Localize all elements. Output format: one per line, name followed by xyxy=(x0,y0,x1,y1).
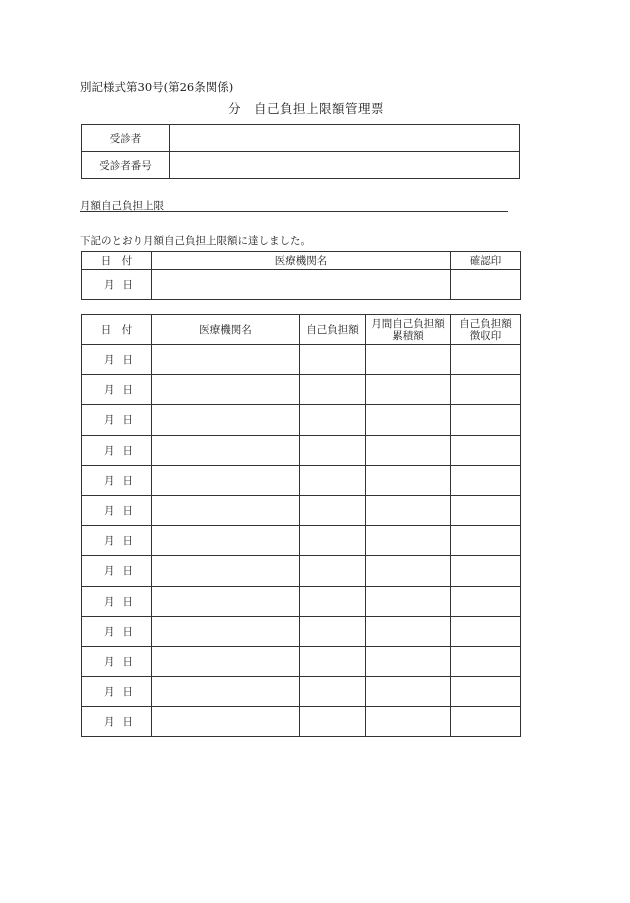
ledger-copay-cell[interactable] xyxy=(300,375,366,405)
month-label: 月 xyxy=(104,474,115,487)
month-label: 月 xyxy=(104,354,115,367)
table-row xyxy=(82,495,521,525)
patient-info-table xyxy=(81,124,520,179)
ledger-copay-cell[interactable] xyxy=(300,465,366,495)
ledger-collected-seal-cell[interactable] xyxy=(451,526,521,556)
month-label: 月 xyxy=(104,655,115,668)
table-row xyxy=(82,375,521,405)
day-label: 日 xyxy=(122,595,133,608)
day-label: 日 xyxy=(122,535,133,548)
ledger-collected-seal-cell[interactable] xyxy=(451,616,521,646)
day-label: 日 xyxy=(122,444,133,457)
confirm-facility-cell[interactable] xyxy=(152,270,451,300)
ledger-copay-cell[interactable] xyxy=(300,646,366,676)
ledger-copay-cell[interactable] xyxy=(300,495,366,525)
ledger-date-cell[interactable] xyxy=(82,616,152,646)
ledger-copay-cell[interactable] xyxy=(300,405,366,435)
ledger-date-cell[interactable] xyxy=(82,465,152,495)
day-label: 日 xyxy=(122,686,133,699)
recipient-number-label: 受診者番号 xyxy=(82,152,170,179)
ledger-cumulative-cell[interactable] xyxy=(366,707,451,737)
month-label: 月 xyxy=(104,414,115,427)
ledger-date-cell[interactable] xyxy=(82,345,152,375)
ledger-copay-cell[interactable] xyxy=(300,556,366,586)
day-label: 日 xyxy=(122,625,133,638)
ledger-cumulative-cell[interactable] xyxy=(366,556,451,586)
month-label: 月 xyxy=(104,716,115,729)
ledger-date-cell[interactable] xyxy=(82,677,152,707)
month-label: 月 xyxy=(104,535,115,548)
ledger-collected-seal-cell[interactable] xyxy=(451,586,521,616)
ledger-collected-seal-cell[interactable] xyxy=(451,405,521,435)
ledger-date-cell[interactable] xyxy=(82,707,152,737)
ledger-cumulative-cell[interactable] xyxy=(366,405,451,435)
month-label: 月 xyxy=(104,444,115,457)
collected-header-line2: 徴収印 xyxy=(469,329,502,342)
monthly-limit-label: 月額自己負担上限 xyxy=(80,200,164,212)
day-label: 日 xyxy=(122,474,133,487)
day-label: 日 xyxy=(122,655,133,668)
ledger-cumulative-cell[interactable] xyxy=(366,435,451,465)
ledger-facility-cell[interactable] xyxy=(152,345,300,375)
month-label: 月 xyxy=(104,384,115,397)
ledger-collected-seal-cell[interactable] xyxy=(451,345,521,375)
table-row xyxy=(82,405,521,435)
ledger-date-cell[interactable] xyxy=(82,526,152,556)
confirm-date-header: 日 付 xyxy=(82,252,152,270)
page-title: 分 自己負担上限額管理票 xyxy=(228,101,385,116)
ledger-collected-seal-cell[interactable] xyxy=(451,495,521,525)
confirm-facility-header: 医療機関名 xyxy=(152,252,451,270)
ledger-date-cell[interactable] xyxy=(82,405,152,435)
ledger-date-cell[interactable] xyxy=(82,375,152,405)
cumulative-header-line2: 累積額 xyxy=(392,329,424,342)
ledger-copay-cell[interactable] xyxy=(300,345,366,375)
ledger-copay-cell[interactable] xyxy=(300,677,366,707)
day-label: 日 xyxy=(122,354,133,367)
ledger-cumulative-cell[interactable] xyxy=(366,526,451,556)
table-row xyxy=(82,677,521,707)
ledger-cumulative-cell[interactable] xyxy=(366,495,451,525)
ledger-cumulative-cell[interactable] xyxy=(366,646,451,676)
copay-ledger-table xyxy=(81,314,521,737)
ledger-copay-header: 自己負担額 xyxy=(300,315,366,345)
table-row xyxy=(82,707,521,737)
ledger-cumulative-cell[interactable] xyxy=(366,677,451,707)
month-label: 月 xyxy=(104,686,115,699)
confirm-date-cell[interactable] xyxy=(82,270,152,300)
ledger-date-cell[interactable] xyxy=(82,586,152,616)
ledger-date-cell[interactable] xyxy=(82,646,152,676)
ledger-facility-cell[interactable] xyxy=(152,495,300,525)
ledger-cumulative-header xyxy=(366,315,451,345)
ledger-cumulative-cell[interactable] xyxy=(366,465,451,495)
recipient-field[interactable] xyxy=(170,125,520,152)
day-label: 日 xyxy=(122,505,133,518)
month-label: 月 xyxy=(104,565,115,578)
ledger-facility-cell[interactable] xyxy=(152,526,300,556)
month-label: 月 xyxy=(104,505,115,518)
ledger-facility-cell[interactable] xyxy=(152,435,300,465)
ledger-facility-cell[interactable] xyxy=(152,707,300,737)
ledger-date-cell[interactable] xyxy=(82,495,152,525)
ledger-collected-seal-cell[interactable] xyxy=(451,677,521,707)
ledger-facility-cell[interactable] xyxy=(152,556,300,586)
recipient-number-field[interactable] xyxy=(170,152,520,179)
ledger-collected-seal-cell[interactable] xyxy=(451,556,521,586)
ledger-facility-cell[interactable] xyxy=(152,646,300,676)
form-reference: 別記様式第30号(第26条関係) xyxy=(80,80,234,94)
ledger-collected-seal-cell[interactable] xyxy=(451,646,521,676)
table-row xyxy=(82,465,521,495)
ledger-date-cell[interactable] xyxy=(82,556,152,586)
ledger-collected-seal-cell[interactable] xyxy=(451,707,521,737)
ledger-cumulative-cell[interactable] xyxy=(366,345,451,375)
ledger-collected-seal-header xyxy=(451,315,521,345)
confirm-seal-cell[interactable] xyxy=(451,270,521,300)
ledger-copay-cell[interactable] xyxy=(300,586,366,616)
limit-reached-confirmation-table xyxy=(81,251,521,300)
ledger-collected-seal-cell[interactable] xyxy=(451,435,521,465)
collected-header-line1: 自己負担額 xyxy=(459,317,512,330)
month-label: 月 xyxy=(104,595,115,608)
ledger-cumulative-cell[interactable] xyxy=(366,586,451,616)
day-label: 日 xyxy=(122,384,133,397)
ledger-copay-cell[interactable] xyxy=(300,707,366,737)
table-row xyxy=(82,616,521,646)
day-label: 日 xyxy=(122,565,133,578)
ledger-collected-seal-cell[interactable] xyxy=(451,465,521,495)
table-row xyxy=(82,435,521,465)
ledger-copay-cell[interactable] xyxy=(300,435,366,465)
notice-text: 下記のとおり月額自己負担上限額に達しました。 xyxy=(80,235,311,247)
cumulative-header-line1: 月間自己負担額 xyxy=(371,317,445,330)
ledger-facility-header: 医療機関名 xyxy=(152,315,300,345)
ledger-facility-cell[interactable] xyxy=(152,465,300,495)
ledger-cumulative-cell[interactable] xyxy=(366,616,451,646)
month-label: 月 xyxy=(104,279,115,291)
table-row xyxy=(82,586,521,616)
ledger-copay-cell[interactable] xyxy=(300,616,366,646)
confirm-seal-header: 確認印 xyxy=(451,252,521,270)
table-row xyxy=(82,345,521,375)
ledger-facility-cell[interactable] xyxy=(152,616,300,646)
ledger-facility-cell[interactable] xyxy=(152,375,300,405)
ledger-date-cell[interactable] xyxy=(82,435,152,465)
ledger-facility-cell[interactable] xyxy=(152,405,300,435)
table-row xyxy=(82,556,521,586)
table-row xyxy=(82,646,521,676)
ledger-cumulative-cell[interactable] xyxy=(366,375,451,405)
ledger-collected-seal-cell[interactable] xyxy=(451,375,521,405)
month-label: 月 xyxy=(104,625,115,638)
day-label: 日 xyxy=(122,279,133,291)
ledger-date-header: 日 付 xyxy=(82,315,152,345)
ledger-facility-cell[interactable] xyxy=(152,677,300,707)
ledger-copay-cell[interactable] xyxy=(300,526,366,556)
day-label: 日 xyxy=(122,414,133,427)
ledger-facility-cell[interactable] xyxy=(152,586,300,616)
day-label: 日 xyxy=(122,716,133,729)
table-row xyxy=(82,526,521,556)
recipient-label: 受診者 xyxy=(82,125,170,152)
